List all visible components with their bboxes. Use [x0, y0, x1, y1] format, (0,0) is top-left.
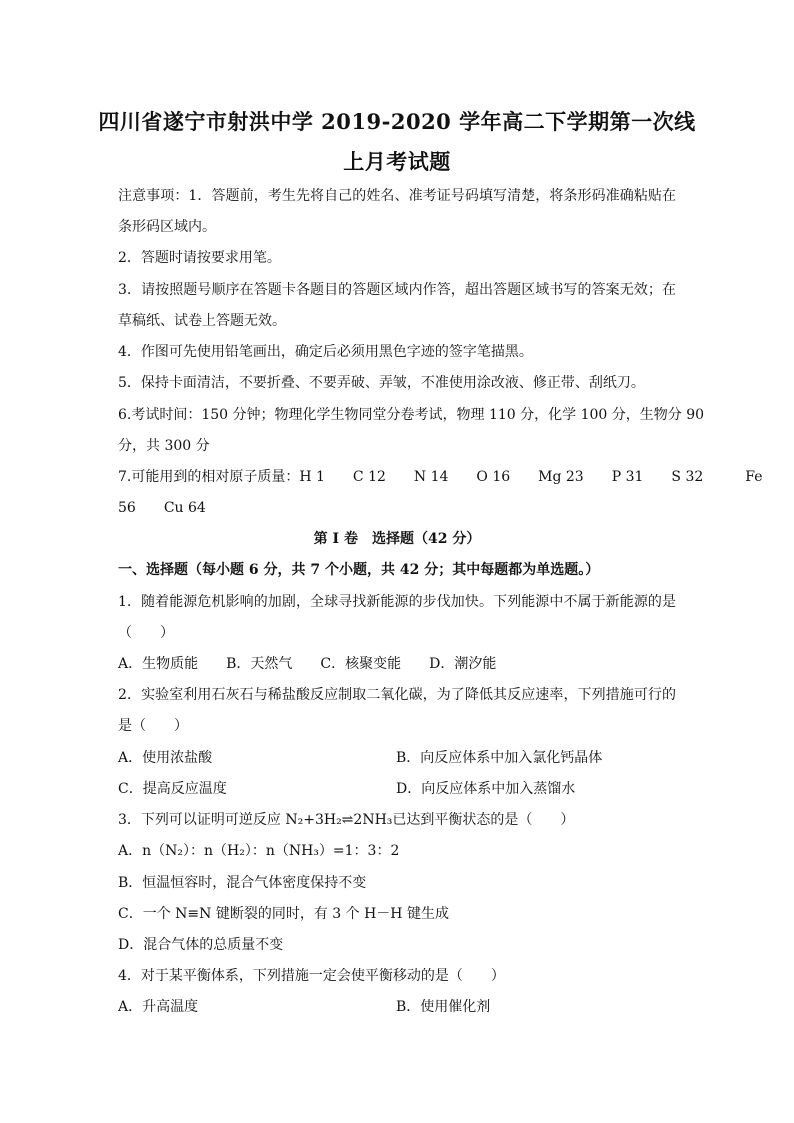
note-line: 草稿纸、试卷上答题无效。	[118, 313, 286, 329]
question-4-option-a: A．升高温度	[118, 999, 199, 1015]
question-1-stem-cont: （ ）	[118, 625, 174, 641]
page-title-line1: 四川省遂宁市射洪中学 2019-2020 学年高二下学期第一次线	[98, 109, 696, 134]
note-line: 2．答题时请按要求用笔。	[118, 250, 281, 266]
note-line: 3．请按照题号顺序在答题卡各题目的答题区域内作答，超出答题区域书写的答案无效；在	[118, 282, 676, 298]
question-3-option-c: C．一个 N≡N 键断裂的同时，有 3 个 H－H 键生成	[118, 906, 449, 922]
question-2-option-c: C．提高反应温度	[118, 781, 227, 797]
question-3-stem: 3．下列可以证明可逆反应 N₂+3H₂⇌2NH₃已达到平衡状态的是（ ）	[118, 812, 575, 828]
question-2-option-d: D．向反应体系中加入蒸馏水	[396, 781, 576, 797]
question-3-option-a: A．n（N₂）：n（H₂）：n（NH₃）=1：3：2	[118, 843, 400, 859]
note-line: 56 Cu 64	[118, 500, 206, 516]
question-4-stem: 4．对于某平衡体系，下列措施一定会使平衡移动的是（ ）	[118, 968, 505, 984]
note-line: 6.考试时间：150 分钟；物理化学生物同堂分卷考试，物理 110 分，化学 100 分，生物分 90	[118, 407, 705, 423]
part-title: 一、选择题（每小题 6 分，共 7 个小题，共 42 分；其中每题都为单选题。）	[118, 562, 600, 578]
note-line: 5．保持卡面清洁，不要折叠、不要弄破、弄皱，不准使用涂改液、修正带、刮纸刀。	[118, 375, 645, 391]
question-2-option-b: B．向反应体系中加入氯化钙晶体	[396, 750, 603, 766]
note-line: 条形码区域内。	[118, 219, 216, 235]
question-4-option-b: B．使用催化剂	[396, 999, 491, 1015]
question-3-option-b: B．恒温恒容时，混合气体密度保持不变	[118, 875, 367, 891]
question-2-option-a: A．使用浓盐酸	[118, 750, 213, 766]
question-1-options: A．生物质能 B．天然气 C．核聚变能 D．潮汐能	[118, 656, 497, 672]
section-title: 第 I 卷 选择题（42 分）	[313, 531, 481, 547]
question-3-option-d: D．混合气体的总质量不变	[118, 937, 284, 953]
note-line: 注意事项：1．答题前，考生先将自己的姓名、准考证号码填写清楚，将条形码准确粘贴在	[118, 188, 676, 204]
note-line: 7.可能用到的相对原子质量：H 1 C 12 N 14 O 16 Mg 23 P 31 S 32 Fe	[118, 469, 763, 485]
page-title-line2: 上月考试题	[343, 149, 451, 174]
note-line: 分，共 300 分	[118, 438, 210, 454]
question-2-stem: 2．实验室利用石灰石与稀盐酸反应制取二氧化碳，为了降低其反应速率，下列措施可行的	[118, 687, 676, 703]
note-line: 4．作图可先使用铅笔画出，确定后必须用黑色字迹的签字笔描黑。	[118, 344, 533, 360]
question-2-stem-cont: 是（ ）	[118, 718, 188, 734]
question-1-stem: 1．随着能源危机影响的加剧，全球寻找新能源的步伐加快。下列能源中不属于新能源的是	[118, 594, 676, 610]
